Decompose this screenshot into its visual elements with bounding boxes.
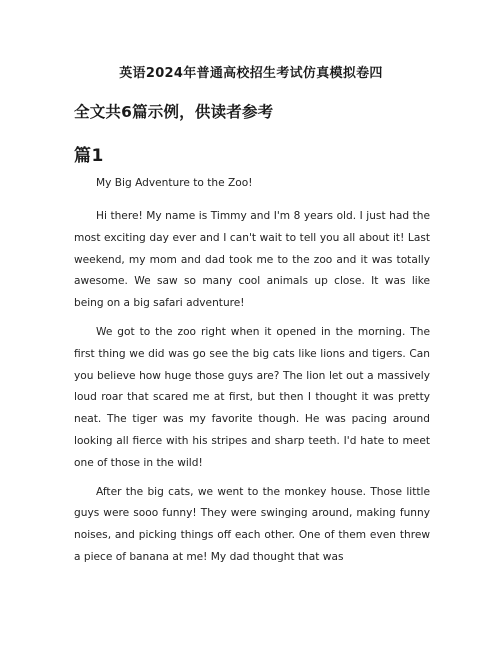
paragraph-3: After the big cats, we went to the monkey house. Those little guys were sooo funny! They were swinging around, making funny noises, and picking things off each other. One of them even threw a piece of banana at me! My dad thought that was [74,485,430,563]
document-subtitle: 全文共6篇示例，供读者参考 [74,103,274,121]
story-title: My Big Adventure to the Zoo! [96,177,253,189]
paragraph-1: Hi there! My name is Timmy and I'm 8 years old. I just had the most exciting day ever and I can't wait to tell you all about it! Last weekend, my mom and dad took me to the zoo and it was totally awesome. We saw so many cool animals up close. It was like being on a big safari adventure! [74,210,430,310]
document-title: 英语2024年普通高校招生考试仿真模拟卷四 [119,66,383,81]
story-body [74,206,430,576]
section-heading: 篇1 [74,146,104,166]
paragraph-2: We got to the zoo right when it opened in the morning. The first thing we did was go see the big cats like lions and tigers. Can you believe how huge those guys are? The lion let out a massively loud roar that scared me at first, but then I thought it was pretty neat. The tiger was my favorite though. He was pacing around looking all fierce with his stripes and sharp teeth. I'd hate to meet one of those in the wild! [74,325,430,469]
